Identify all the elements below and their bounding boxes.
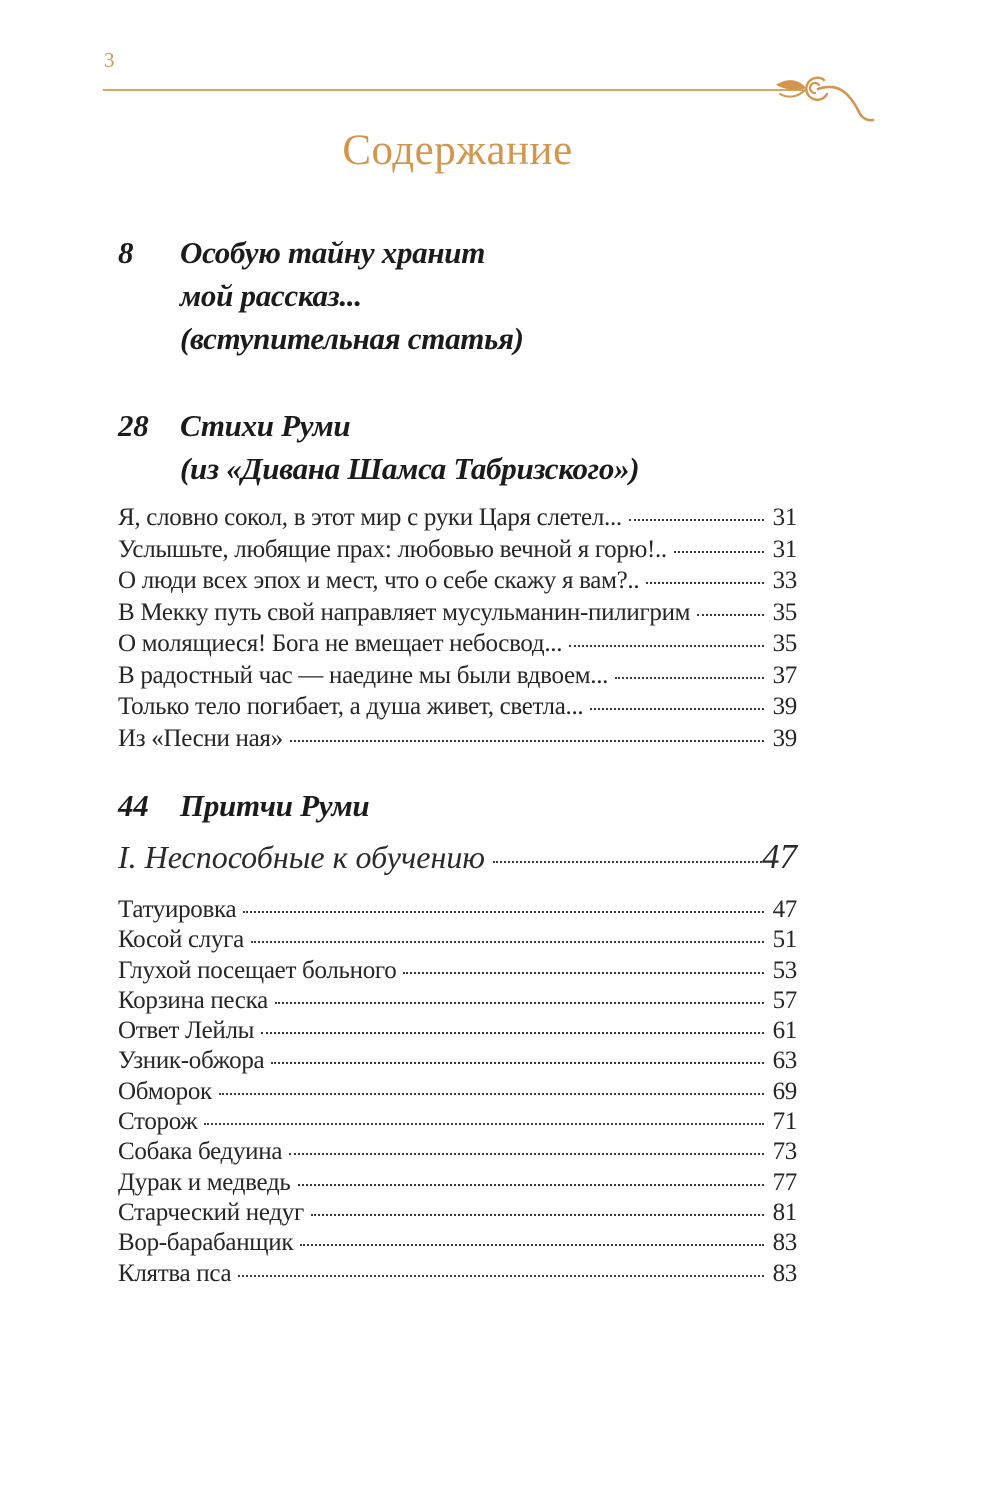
- toc-entry-label: В Мекку путь свой направляет мусульманин-пилигрим: [118, 598, 691, 626]
- toc-entry-label: Обморок: [118, 1077, 212, 1105]
- toc-entry: [118, 691, 797, 723]
- chapter-title: [180, 404, 639, 490]
- toc-entry-page: 63: [772, 1047, 797, 1075]
- chapter-page-number: 8: [118, 235, 134, 270]
- toc-entry-page: 39: [772, 693, 797, 720]
- toc-entry-label: Дурак и медведь: [118, 1168, 291, 1196]
- toc-entry-page: 31: [772, 504, 797, 531]
- toc-entry-label: Ответ Лейлы: [118, 1017, 255, 1045]
- subsection-heading: [118, 835, 797, 879]
- toc-leader-dots: [493, 861, 762, 863]
- chapter-heading-parables: [118, 784, 797, 827]
- folio-page-number: 3: [104, 48, 115, 72]
- toc-entry: [118, 1046, 797, 1076]
- chapter-title-line: мой рассказ...: [180, 278, 362, 313]
- toc-entry-label: Из «Песни ная»: [118, 724, 283, 752]
- toc-entry-label: Собака бедуина: [118, 1138, 283, 1166]
- toc-entry-page: 47: [772, 896, 797, 923]
- toc-entry-page: 37: [772, 661, 797, 689]
- toc-entry-page: 81: [772, 1198, 797, 1226]
- toc-leader-dots: [298, 1184, 764, 1186]
- toc-entry-page: 51: [772, 926, 797, 954]
- toc-leader-dots: [615, 677, 764, 679]
- toc-leader-dots: [204, 1123, 764, 1125]
- toc-content: [118, 0, 797, 1289]
- toc-entry-label: О молящиеся! Бога не вмещает небосвод...: [118, 630, 563, 657]
- toc-entry: [118, 660, 797, 692]
- toc-entry: [118, 502, 797, 534]
- toc-entry: [118, 1168, 797, 1198]
- chapter-title: [180, 784, 369, 827]
- chapter-page-number: 28: [118, 408, 149, 443]
- toc-list-parables: [118, 895, 797, 1289]
- toc-entry-page: 83: [772, 1259, 797, 1287]
- toc-entry: [118, 534, 797, 566]
- toc-leader-dots: [271, 1062, 764, 1064]
- toc-entry: [118, 1016, 797, 1046]
- toc-entry-label: Сторож: [118, 1108, 198, 1136]
- toc-entry-label: О люди всех эпох и мест, что о себе скажу я вам?..: [118, 567, 640, 594]
- chapter-title-line: Притчи Руми: [180, 788, 370, 823]
- toc-entry-page: 39: [772, 724, 797, 752]
- toc-leader-dots: [289, 1153, 764, 1155]
- toc-entry: [118, 986, 797, 1016]
- toc-entry-label: Вор-барабанщик: [118, 1229, 294, 1257]
- toc-entry-label: Только тело погибает, а душа живет, светла...: [118, 693, 584, 720]
- toc-entry-label: Татуировка: [118, 896, 237, 923]
- toc-entry-label: Глухой посещает больного: [118, 956, 397, 984]
- toc-leader-dots: [311, 1214, 764, 1216]
- toc-entry-page: 77: [772, 1168, 797, 1196]
- chapter-title-line: (вступительная статья): [180, 321, 524, 356]
- toc-leader-dots: [219, 1093, 764, 1095]
- toc-leader-dots: [275, 1002, 764, 1004]
- toc-entry: [118, 1259, 797, 1289]
- toc-entry-page: 53: [772, 956, 797, 984]
- chapter-title-line: Стихи Руми: [180, 408, 351, 443]
- toc-entry-label: Клятва пса: [118, 1259, 232, 1287]
- toc-entry: [118, 565, 797, 597]
- toc-leader-dots: [251, 941, 764, 943]
- toc-entry-label: Корзина песка: [118, 986, 268, 1014]
- toc-entry-label: Я, словно сокол, в этот мир с руки Царя слетел...: [118, 504, 622, 531]
- toc-entry-page: 35: [772, 598, 797, 626]
- subsection-label: I. Неспособные к обучению: [118, 839, 485, 875]
- toc-list-poems: [118, 502, 797, 754]
- toc-entry-label: Услышьте, любящие прах: любовью вечной я горю!..: [118, 535, 667, 563]
- toc-entry-page: 31: [772, 535, 797, 563]
- chapter-title: [180, 231, 524, 360]
- toc-entry-page: 83: [772, 1229, 797, 1257]
- toc-entry-page: 35: [772, 630, 797, 657]
- toc-entry: [118, 895, 797, 925]
- toc-entry-page: 71: [772, 1108, 797, 1136]
- toc-entry-page: 61: [772, 1017, 797, 1045]
- chapter-title-line: Особую тайну хранит: [180, 235, 486, 270]
- toc-entry-page: 33: [772, 567, 797, 594]
- toc-entry-label: Старческий недуг: [118, 1198, 304, 1226]
- page-title: Содержание: [342, 127, 573, 174]
- toc-entry: [118, 925, 797, 955]
- toc-entry: [118, 956, 797, 986]
- toc-entry: [118, 723, 797, 755]
- toc-entry: [118, 628, 797, 660]
- subsection-page: 47: [762, 837, 797, 876]
- toc-leader-dots: [261, 1032, 764, 1034]
- toc-entry: [118, 1107, 797, 1137]
- toc-entry-page: 73: [772, 1138, 797, 1166]
- toc-entry-page: 57: [772, 986, 797, 1014]
- toc-entry: [118, 1137, 797, 1167]
- toc-leader-dots: [646, 582, 764, 584]
- toc-leader-dots: [674, 551, 764, 553]
- toc-leader-dots: [590, 708, 764, 710]
- toc-entry-page: 69: [772, 1077, 797, 1105]
- chapter-page-number: 44: [118, 788, 149, 823]
- toc-leader-dots: [290, 740, 764, 742]
- toc-leader-dots: [243, 911, 764, 913]
- toc-entry-label: Узник-обжора: [118, 1047, 265, 1075]
- chapter-heading-poems: [118, 404, 797, 490]
- toc-entry: [118, 1228, 797, 1258]
- toc-leader-dots: [629, 519, 764, 521]
- toc-leader-dots: [300, 1244, 764, 1246]
- toc-leader-dots: [697, 614, 764, 616]
- toc-leader-dots: [238, 1275, 764, 1277]
- toc-entry: [118, 1077, 797, 1107]
- chapter-heading-intro: [118, 231, 797, 360]
- toc-leader-dots: [569, 645, 764, 647]
- toc-entry: [118, 597, 797, 629]
- toc-leader-dots: [403, 972, 764, 974]
- toc-entry-label: В радостный час — наедине мы были вдвоем...: [118, 661, 609, 689]
- toc-entry: [118, 1198, 797, 1228]
- chapter-title-line: (из «Дивана Шамса Табризского»): [180, 451, 640, 486]
- toc-entry-label: Косой слуга: [118, 926, 244, 954]
